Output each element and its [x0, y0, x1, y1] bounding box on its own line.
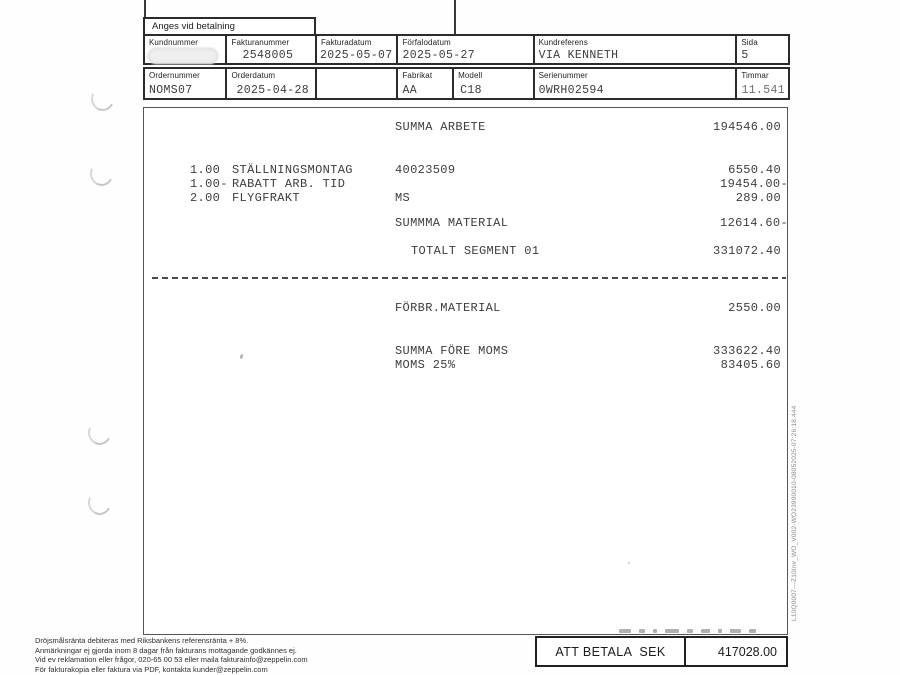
- field-value: 2025-05-07: [319, 49, 393, 62]
- field-value: 2548005: [242, 49, 294, 62]
- field-value: AA: [402, 84, 417, 97]
- field-label: Orderdatum: [231, 71, 276, 80]
- scan-artifact-speck: [628, 562, 630, 564]
- legal-line: Dröjsmålsränta debiteras med Riksbankens referensränta + 8%.: [35, 636, 249, 645]
- field-timmar: [735, 69, 788, 98]
- field-modell: [452, 69, 533, 98]
- item-qty: 1.00-: [190, 177, 228, 191]
- field-label: Förfalodatum: [402, 38, 451, 47]
- invoice-header-row-2: [143, 67, 790, 100]
- forbr-material-amount: 2550.00: [728, 301, 781, 315]
- legal-line: Anmärkningar ej gjorda inom 8 dagar från fakturans mottagande godkännes ej.: [35, 645, 297, 655]
- field-value: 11.541: [741, 84, 785, 97]
- field-ordernummer: [145, 69, 225, 98]
- field-kundreferens: [533, 36, 736, 63]
- scan-artifact-crescent: [88, 84, 117, 114]
- redacted-customer-number: [148, 48, 218, 64]
- field-forfalodatum: [396, 36, 532, 63]
- field-label: Ordernummer: [149, 71, 200, 80]
- field-fakturanummer: [225, 36, 314, 63]
- forbr-material-label: FÖRBR.MATERIAL: [395, 301, 501, 315]
- margin-print-id: [791, 397, 803, 621]
- item-code: MS: [395, 191, 411, 205]
- invoice-header-row-1: [143, 34, 790, 65]
- field-label: Kundreferens: [538, 38, 588, 47]
- moms-amount: 83405.60: [720, 358, 781, 372]
- amount-due-box: [535, 636, 788, 667]
- footer-legal-text: [35, 636, 308, 674]
- scan-artifact-crescent: [87, 159, 116, 189]
- summa-material-label: SUMMMA MATERIAL: [395, 216, 509, 230]
- field-fakturadatum: [315, 36, 397, 63]
- scan-artifact-crescent: [85, 418, 114, 448]
- scan-artifact-crescent: [85, 488, 114, 518]
- page-edge-line: [454, 0, 456, 34]
- field-label: Serienummer: [538, 71, 588, 80]
- item-desc: FLYGFRAKT: [232, 191, 300, 205]
- legal-line: Vid ev reklamation eller frågor, 020-65 00 53 eller maila fakturainfo@zeppelin.com: [35, 655, 308, 665]
- field-serienummer: [533, 69, 736, 98]
- section-divider-dashed: [152, 277, 786, 279]
- item-qty: 2.00: [190, 191, 221, 205]
- margin-print-id-text: L10Q0007---Z10Inv_WO_V002-WO23900010-08052025-07:26:18.444: [791, 405, 798, 621]
- field-label: Fabrikat: [402, 71, 433, 80]
- field-value: VIA KENNETH: [538, 49, 619, 62]
- scan-artifact-dashes: [619, 629, 787, 633]
- field-label: Modell: [458, 71, 483, 80]
- item-desc: STÄLLNINGSMONTAG: [232, 163, 353, 177]
- item-amount: 19454.00-: [720, 177, 788, 191]
- field-value: 0WRH02594: [538, 84, 604, 97]
- item-qty: 1.00: [190, 163, 221, 177]
- summa-arbete-label: SUMMA ARBETE: [395, 120, 486, 134]
- field-label: Sida: [741, 38, 758, 47]
- field-fabrikat: [396, 69, 452, 98]
- totalt-segment-label: TOTALT SEGMENT 01: [411, 244, 540, 258]
- page-edge-line: [144, 0, 146, 18]
- field-kundnummer: [145, 36, 225, 63]
- item-code: 40023509: [395, 163, 456, 177]
- moms-label: MOMS 25%: [395, 358, 456, 372]
- summa-fore-moms-label: SUMMA FÖRE MOMS: [395, 344, 509, 358]
- field-label: Timmar: [741, 71, 769, 80]
- item-amount: 6550.40: [728, 163, 781, 177]
- field-orderdatum: [225, 69, 314, 98]
- field-label: Fakturanummer: [231, 38, 290, 47]
- field-label: Fakturadatum: [320, 38, 372, 47]
- summa-material-amount: 12614.60-: [720, 216, 788, 230]
- item-desc: RABATT ARB. TID: [232, 177, 346, 191]
- field-value: C18: [460, 84, 482, 97]
- field-label: Kundnummer: [149, 38, 199, 47]
- field-value: 5: [741, 49, 749, 62]
- totalt-segment-amount: 331072.40: [713, 244, 781, 258]
- summa-arbete-amount: 194546.00: [713, 120, 781, 134]
- field-sida: [735, 36, 788, 63]
- field-value: NOMS07: [149, 84, 193, 97]
- legal-line: För fakturakopia eller faktura via PDF, kontakta kunder@zeppelin.com: [35, 664, 268, 674]
- amount-due-label: ATT BETALA SEK: [555, 644, 666, 659]
- item-amount: 289.00: [735, 191, 781, 205]
- field-empty: [315, 69, 397, 98]
- field-value: 2025-05-27: [402, 49, 475, 62]
- payment-reference-label: Anges vid betalning: [152, 21, 235, 32]
- amount-due-value: 417028.00: [684, 638, 786, 665]
- field-value: 2025-04-28: [236, 84, 309, 97]
- summa-fore-moms-amount: 333622.40: [713, 344, 781, 358]
